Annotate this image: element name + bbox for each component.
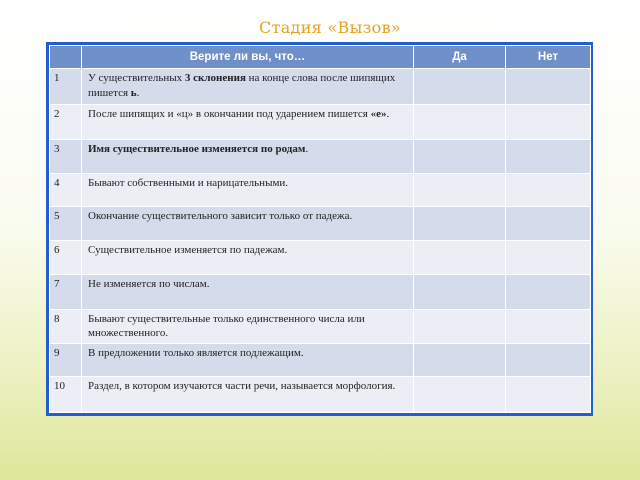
statement-text: . [136, 86, 140, 99]
statement-text: В предложении только является подлежащим. [88, 347, 304, 360]
answer-no-cell[interactable] [506, 275, 591, 309]
statement-text: Окончание существительного зависит только от падежа. [88, 209, 353, 222]
answer-no-cell[interactable] [506, 206, 591, 240]
answer-yes-cell[interactable] [414, 376, 506, 412]
statement-bold-text: ь [130, 86, 137, 99]
answer-no-cell[interactable] [506, 344, 591, 376]
row-statement [82, 69, 414, 105]
row-statement [82, 275, 414, 309]
row-number: 1 [50, 69, 82, 105]
quiz-table-frame [46, 42, 593, 416]
row-statement [82, 139, 414, 173]
statement-text: . [386, 108, 390, 121]
answer-yes-cell[interactable] [414, 174, 506, 206]
answer-no-cell[interactable] [506, 105, 591, 139]
table-row [50, 344, 591, 376]
header-statement: Верите ли вы, что… [82, 46, 414, 69]
statement-text: Существительное изменяется по падежам. [88, 243, 288, 256]
statement-text: . [305, 142, 309, 155]
answer-yes-cell[interactable] [414, 139, 506, 173]
table-row [50, 376, 591, 412]
answer-no-cell[interactable] [506, 309, 591, 343]
statement-text: на конце слова после шипящих пишется [88, 72, 396, 99]
table-row [50, 139, 591, 173]
answer-yes-cell[interactable] [414, 309, 506, 343]
row-number: 8 [50, 309, 82, 343]
slide-title: Стадия «Вызов» [259, 18, 401, 37]
answer-no-cell[interactable] [506, 174, 591, 206]
statement-text: Бывают существительные только единственного числа или множественного. [88, 312, 365, 340]
header-row [50, 46, 591, 69]
statement-text: Раздел, в котором изучаются части речи, называется морфология. [88, 379, 396, 392]
answer-yes-cell[interactable] [414, 105, 506, 139]
row-statement [82, 309, 414, 343]
answer-yes-cell[interactable] [414, 275, 506, 309]
table-row [50, 206, 591, 240]
answer-yes-cell[interactable] [414, 206, 506, 240]
table-row [50, 174, 591, 206]
header-no: Нет [506, 46, 591, 69]
answer-no-cell[interactable] [506, 139, 591, 173]
row-number: 5 [50, 206, 82, 240]
row-number: 10 [50, 376, 82, 412]
answer-yes-cell[interactable] [414, 69, 506, 105]
answer-yes-cell[interactable] [414, 344, 506, 376]
statement-text: У существительных [88, 72, 185, 84]
row-number: 7 [50, 275, 82, 309]
row-number: 6 [50, 240, 82, 274]
answer-no-cell[interactable] [506, 69, 591, 105]
table-row [50, 240, 591, 274]
header-number [50, 46, 82, 69]
row-number: 4 [50, 174, 82, 206]
quiz-table [49, 45, 591, 413]
row-statement [82, 344, 414, 376]
row-statement [82, 376, 414, 412]
header-yes: Да [414, 46, 506, 69]
statement-bold-text: Имя существительное изменяется по родам [88, 142, 306, 155]
table-row [50, 105, 591, 139]
row-number: 3 [50, 139, 82, 173]
statement-bold-text: «е» [370, 108, 387, 121]
table-row [50, 309, 591, 343]
statement-text: Не изменяется по числам. [88, 278, 210, 291]
row-number: 9 [50, 344, 82, 376]
row-statement [82, 206, 414, 240]
answer-yes-cell[interactable] [414, 240, 506, 274]
statement-bold-text: 3 склонения [184, 72, 246, 84]
row-statement [82, 240, 414, 274]
table-row [50, 275, 591, 309]
answer-no-cell[interactable] [506, 376, 591, 412]
table-row [50, 69, 591, 105]
statement-text: Бывают собственными и нарицательными. [88, 177, 289, 190]
row-statement [82, 174, 414, 206]
row-statement [82, 105, 414, 139]
statement-text: После шипящих и «ц» в окончании под ударением пишется [88, 108, 371, 121]
answer-no-cell[interactable] [506, 240, 591, 274]
row-number: 2 [50, 105, 82, 139]
